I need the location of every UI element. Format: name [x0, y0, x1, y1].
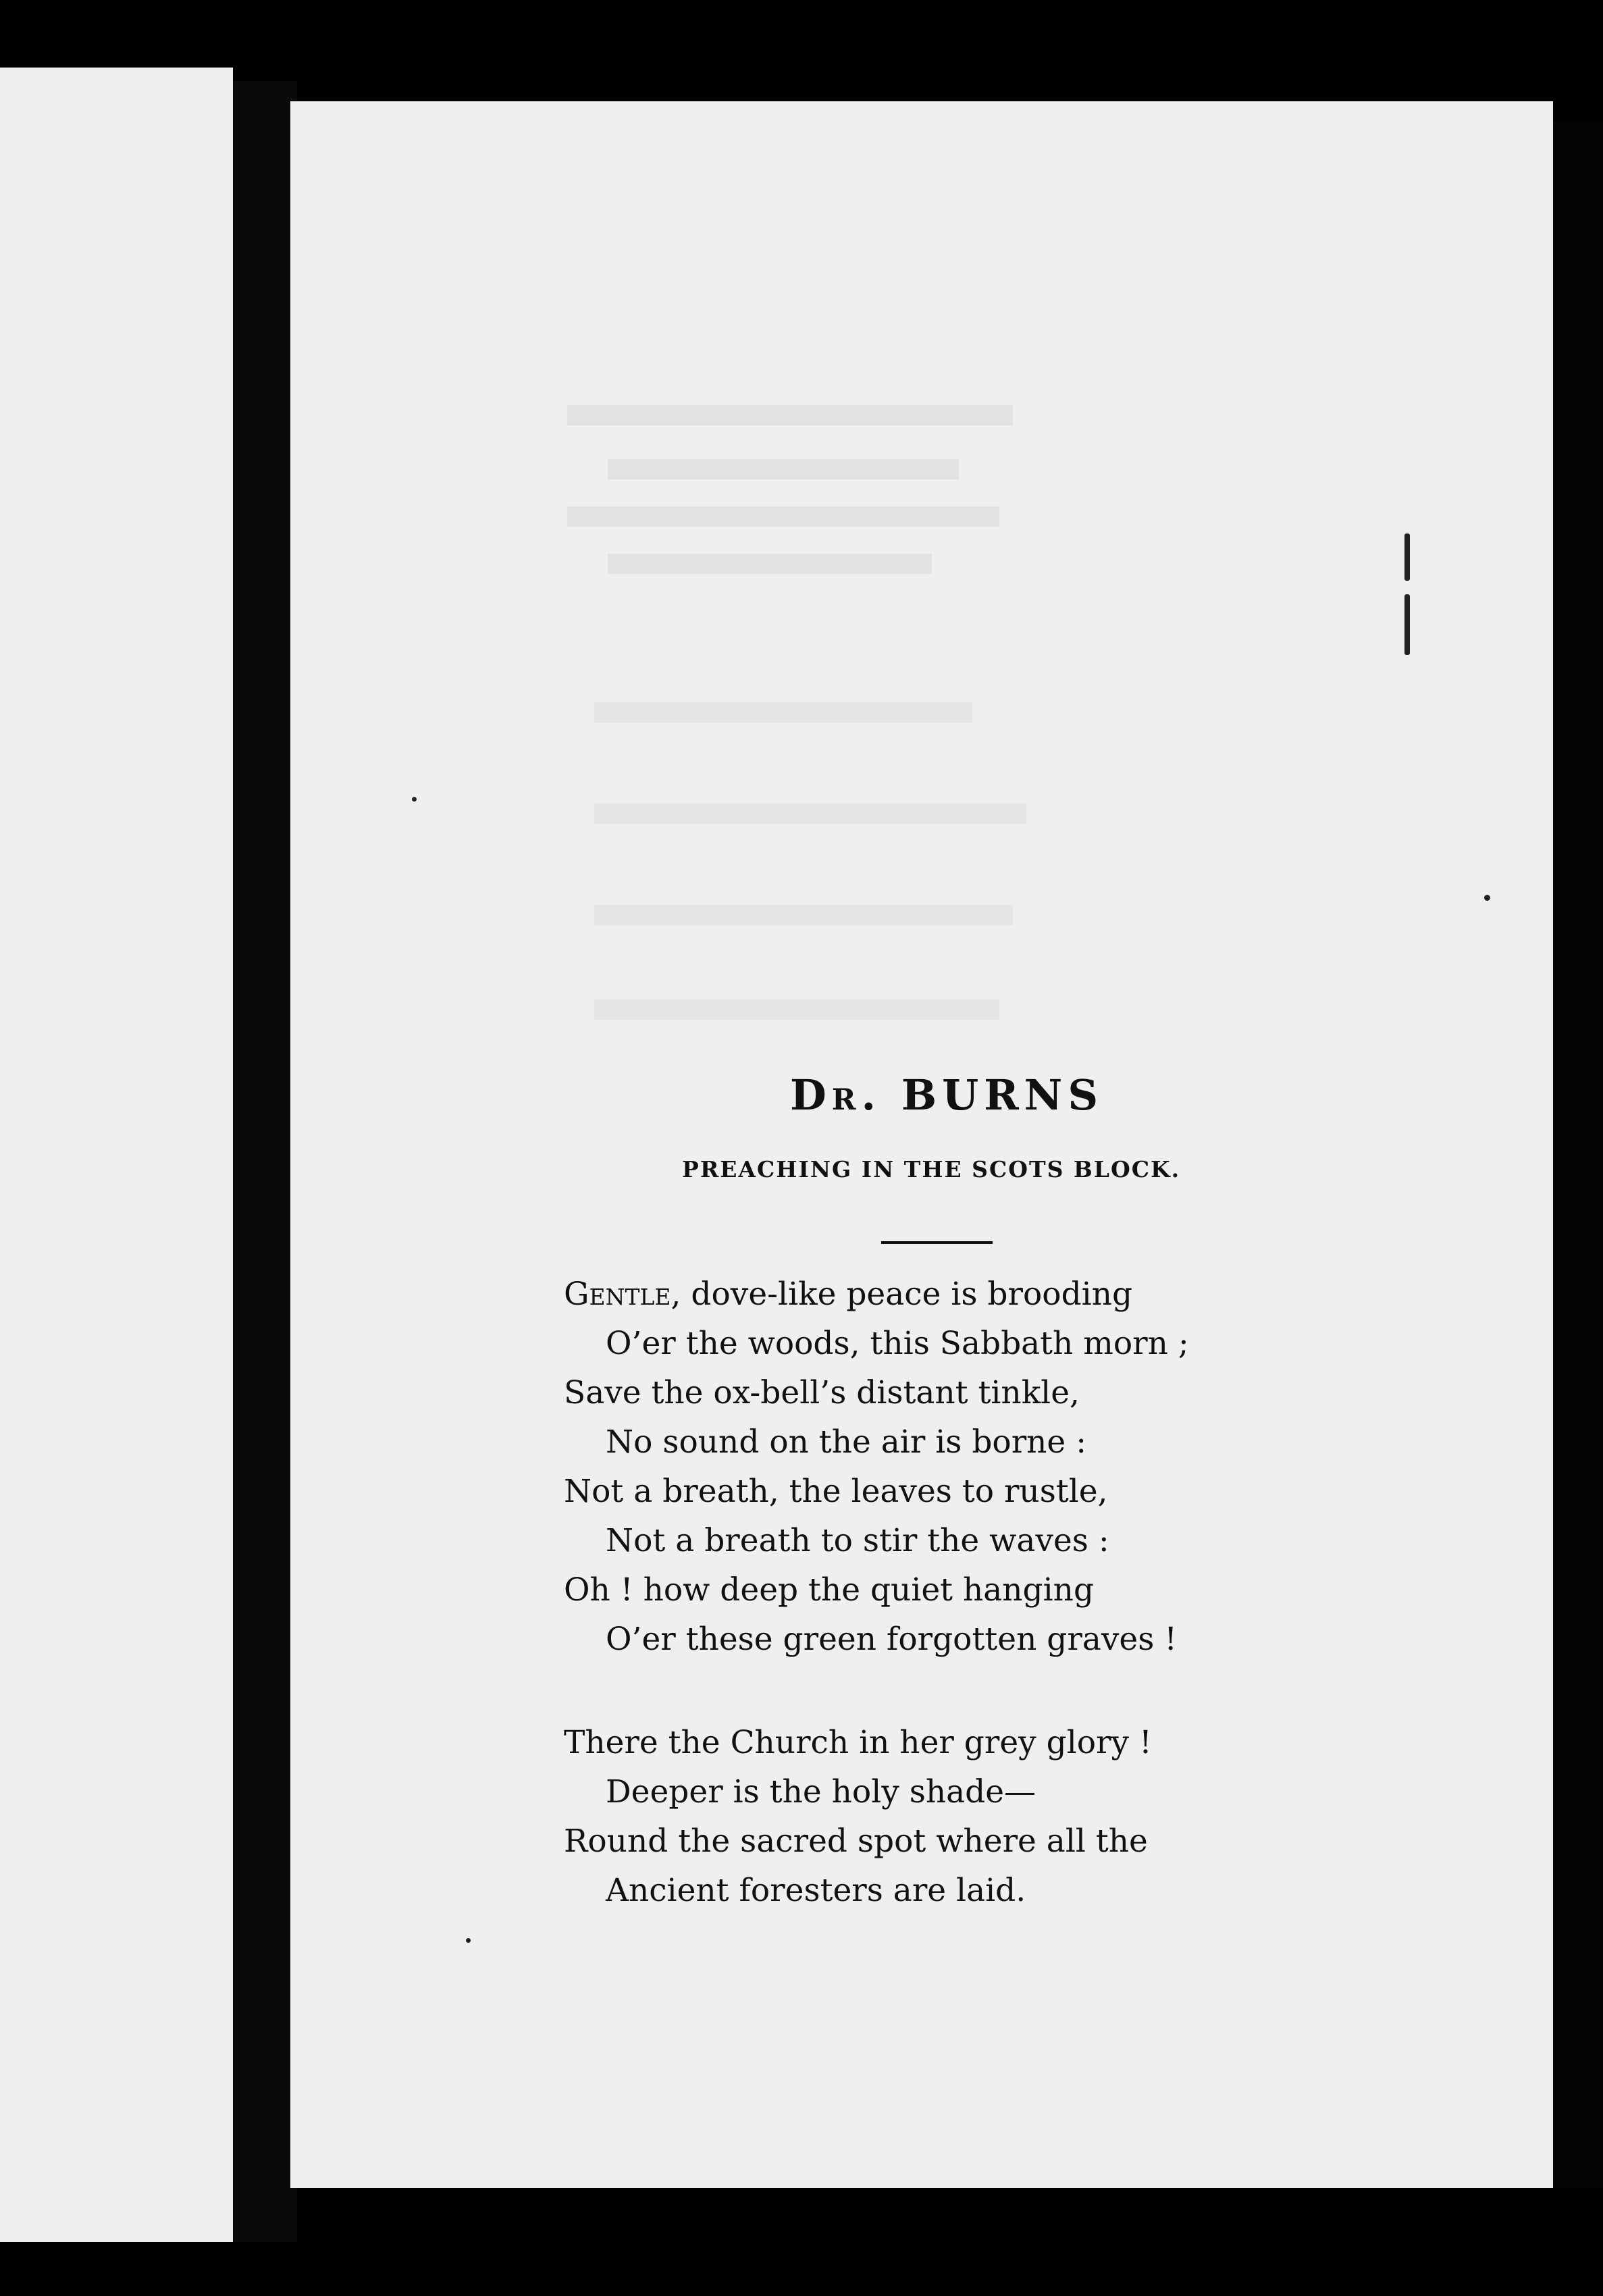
show-through-line: [608, 459, 959, 479]
ink-speck: [412, 797, 417, 802]
poem-line: Ancient foresters are laid.: [606, 1872, 1026, 1909]
show-through-line: [594, 999, 999, 1020]
book-gutter: [233, 81, 297, 2242]
show-through-line: [594, 804, 1026, 824]
page-subtitle: PREACHING IN THE SCOTS BLOCK.: [682, 1156, 1181, 1182]
show-through-line: [594, 702, 972, 723]
title-prefix: Dr.: [790, 1070, 882, 1120]
ink-speck: [466, 1938, 471, 1943]
left-page-margin: [0, 68, 233, 2242]
show-through-line: [567, 506, 999, 527]
poem-line: Deeper is the holy shade—: [606, 1773, 1036, 1810]
page-edge: [1553, 122, 1603, 2188]
poem-line: O’er the woods, this Sabbath morn ;: [606, 1325, 1189, 1362]
poem-line: No sound on the air is borne :: [606, 1424, 1087, 1461]
page-title: [790, 1070, 1103, 1120]
ink-speck: [1484, 895, 1490, 901]
poem-first-word: Gentle,: [564, 1276, 681, 1313]
poem-line: Not a breath to stir the waves :: [606, 1522, 1109, 1559]
stanza-break: [564, 1664, 1189, 1718]
show-through-line: [594, 905, 1013, 925]
poem-line: Not a breath, the leaves to rustle,: [564, 1473, 1108, 1510]
poem: [564, 1270, 1189, 1915]
show-through-line: [567, 405, 1013, 425]
ink-speck: [1404, 533, 1410, 581]
title-rule: [881, 1241, 993, 1244]
title-name: BURNS: [901, 1070, 1104, 1120]
poem-first-rest: dove-like peace is brooding: [681, 1276, 1133, 1313]
ink-speck: [1404, 594, 1410, 655]
show-through-line: [608, 554, 932, 574]
poem-line: O’er these green forgotten graves !: [606, 1621, 1178, 1658]
poem-line: Save the ox-bell’s distant tinkle,: [564, 1374, 1080, 1411]
poem-line: [564, 1270, 1189, 1319]
poem-line: There the Church in her grey glory !: [564, 1724, 1152, 1761]
poem-line: Round the sacred spot where all the: [564, 1823, 1148, 1860]
poem-line: Oh ! how deep the quiet hanging: [564, 1571, 1095, 1609]
